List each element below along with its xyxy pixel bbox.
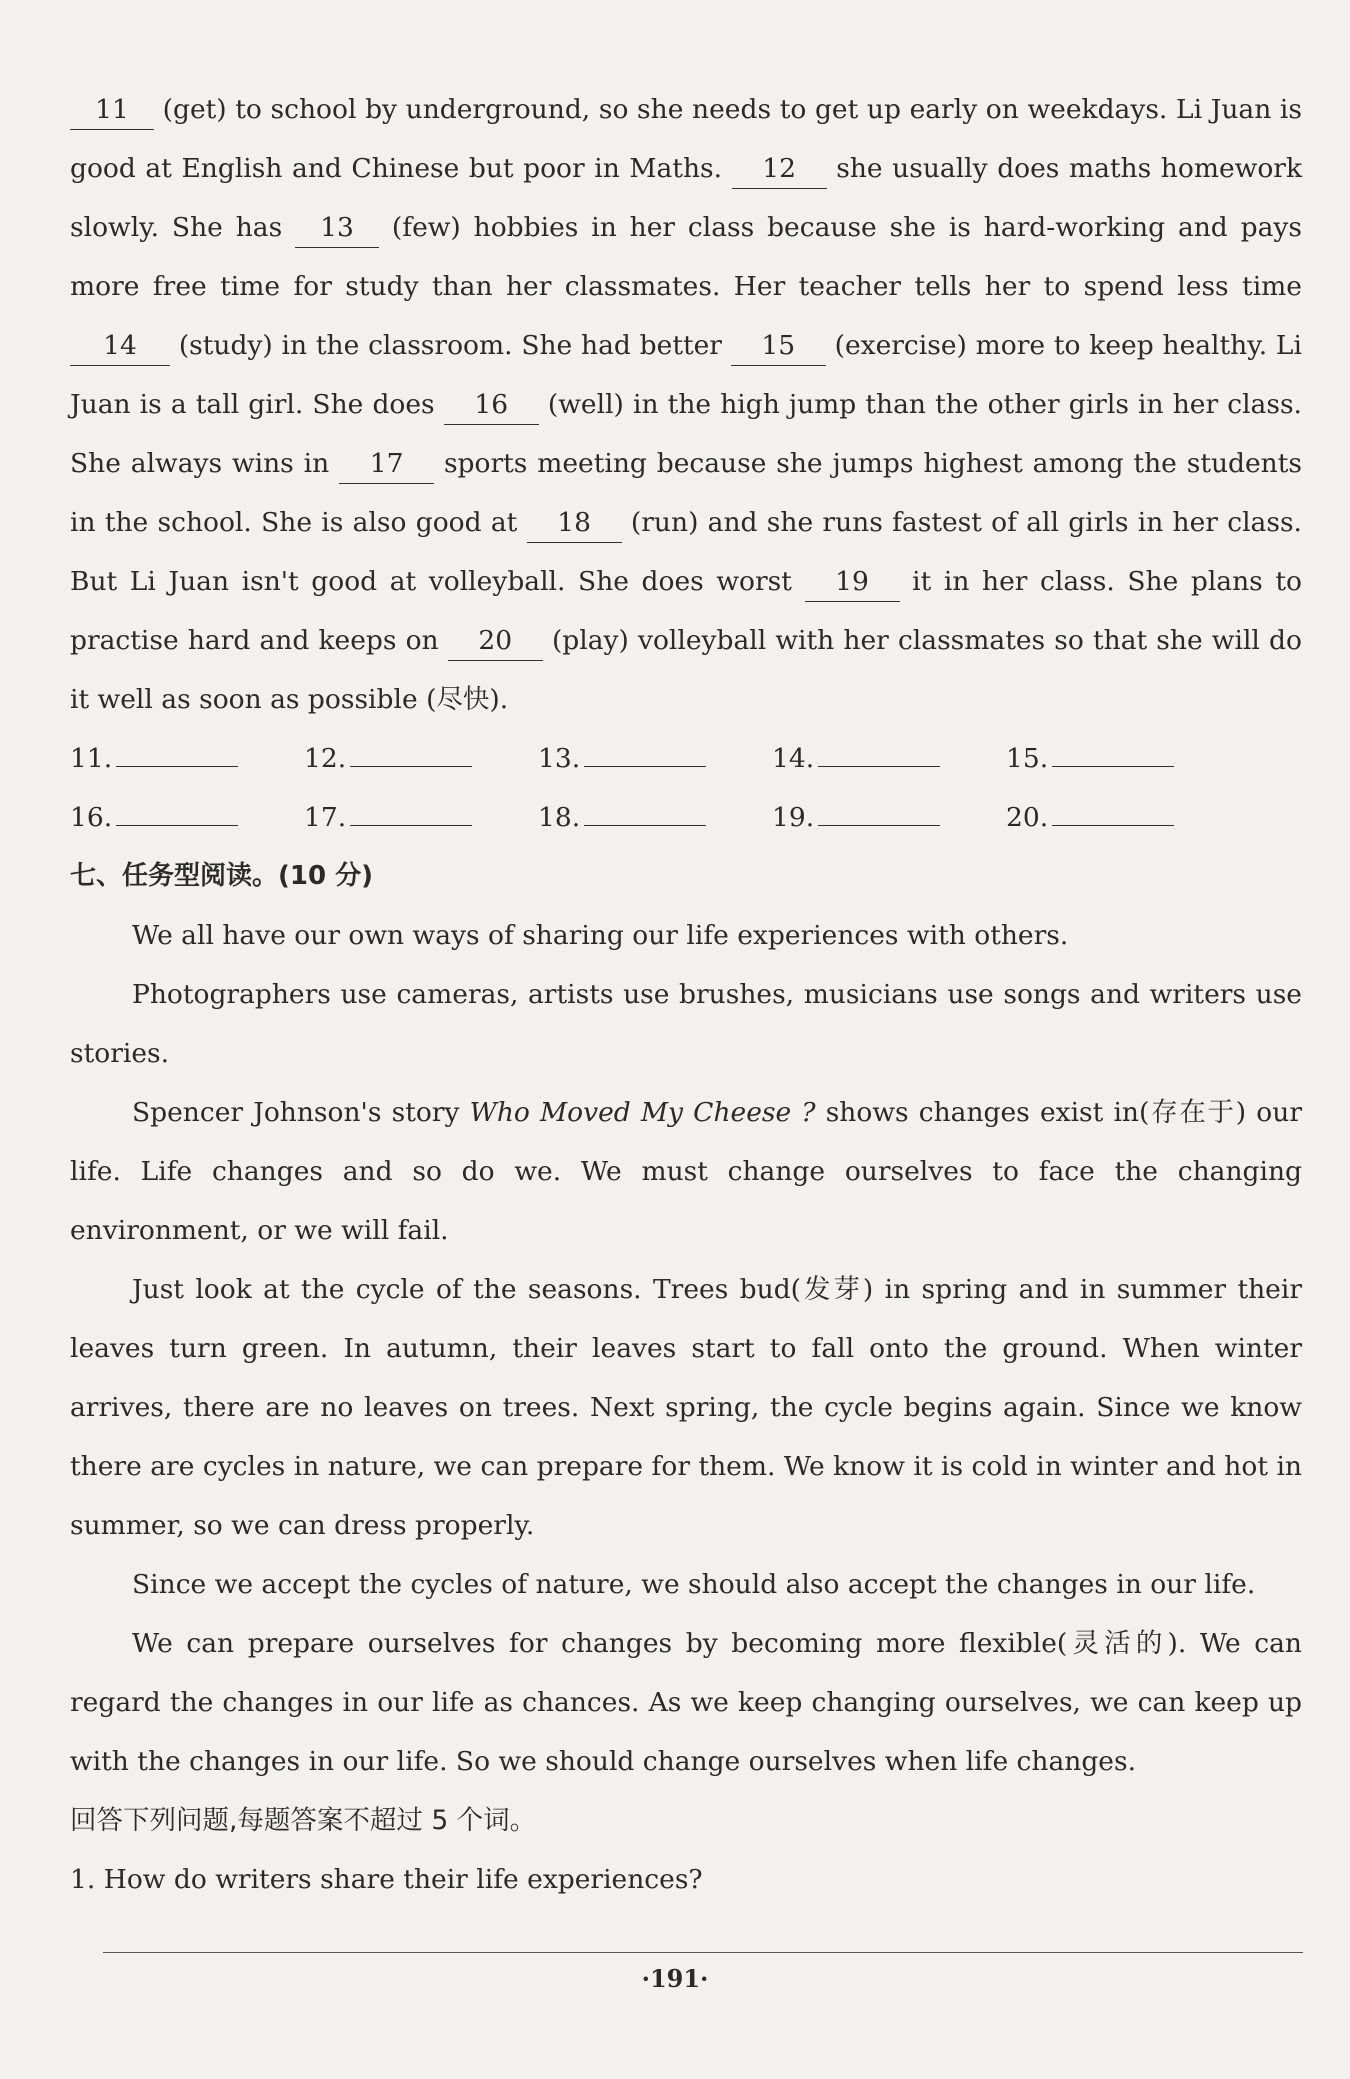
answer-line[interactable] bbox=[116, 732, 238, 767]
content bbox=[70, 80, 1302, 1909]
reading-paragraph: We all have our own ways of sharing our life experiences with others. bbox=[132, 920, 1069, 951]
answer-number: 20. bbox=[1006, 802, 1049, 833]
blank-20[interactable]: 20 bbox=[448, 624, 543, 661]
answer-slot[interactable] bbox=[304, 729, 538, 788]
blank-19[interactable]: 19 bbox=[805, 565, 900, 602]
answer-number: 13. bbox=[538, 743, 581, 774]
reading-paragraph bbox=[70, 1083, 1302, 1260]
answer-slot[interactable] bbox=[538, 729, 772, 788]
answer-line[interactable] bbox=[584, 732, 706, 767]
answer-line[interactable] bbox=[1052, 791, 1174, 826]
answer-number: 18. bbox=[538, 802, 581, 833]
answer-line[interactable] bbox=[818, 791, 940, 826]
answer-number: 16. bbox=[70, 802, 113, 833]
text: (well) in the high jump than the other girls in her class. She always wins in bbox=[70, 389, 1302, 479]
answer-row-2 bbox=[70, 788, 1302, 847]
blank-12[interactable]: 12 bbox=[732, 152, 827, 189]
answer-slot[interactable] bbox=[772, 729, 1006, 788]
text: (study) in the classroom. She had better bbox=[178, 330, 722, 361]
answer-line[interactable] bbox=[818, 732, 940, 767]
text: it in her class. She plans to practise hard and keeps on bbox=[70, 566, 1302, 656]
blank-18[interactable]: 18 bbox=[527, 506, 622, 543]
answer-slot[interactable] bbox=[1006, 729, 1240, 788]
text: (few) hobbies in her class because she is hard-working and pays more free time for study than her classmates. Her teacher tells her to spend less time bbox=[70, 212, 1302, 302]
answer-number: 12. bbox=[304, 743, 347, 774]
blank-17[interactable]: 17 bbox=[339, 447, 434, 484]
blank-13[interactable]: 13 bbox=[295, 211, 379, 248]
text: sports meeting because she jumps highest among the students in the school. She is also good at bbox=[70, 448, 1302, 538]
answer-line[interactable] bbox=[350, 732, 472, 767]
answer-slot[interactable] bbox=[772, 788, 1006, 847]
cloze-passage bbox=[70, 80, 1302, 729]
blank-16[interactable]: 16 bbox=[444, 388, 539, 425]
text: (exercise) more to keep healthy. Li Juan is a tall girl. She does bbox=[70, 330, 1302, 420]
answer-number: 14. bbox=[772, 743, 815, 774]
text: she usually does maths homework slowly. She has bbox=[70, 153, 1303, 243]
blank-14[interactable]: 14 bbox=[70, 329, 170, 366]
answer-slot[interactable] bbox=[538, 788, 772, 847]
answer-line[interactable] bbox=[1052, 732, 1174, 767]
answer-line[interactable] bbox=[350, 791, 472, 826]
reading-paragraph: Just look at the cycle of the seasons. Trees bud(发芽) in spring and in summer their leaves turn green. In autumn, their leaves start to fall onto the ground. When winter arrives, there are no leaves on trees. Next spring, the cycle begins again. Since we know there are cycles in nature, we can prepare for them. We know it is cold in winter and hot in summer, so we can dress properly. bbox=[70, 1274, 1302, 1541]
section-heading: 七、任务型阅读。(10 分) bbox=[70, 861, 373, 891]
answer-number: 15. bbox=[1006, 743, 1049, 774]
answer-number: 11. bbox=[70, 743, 113, 774]
text: shows changes exist in(存在于) our life. Life changes and so do we. We must change ourselves to face the changing environment, or we will fail. bbox=[70, 1097, 1302, 1246]
answer-slot[interactable] bbox=[304, 788, 538, 847]
answer-number: 19. bbox=[772, 802, 815, 833]
text: (get) to school by underground, so she needs to get up early on weekdays. Li Juan is good at English and Chinese but poor in Maths. bbox=[70, 94, 1302, 184]
book-title: Who Moved My Cheese ? bbox=[469, 1097, 816, 1128]
text: Spencer Johnson's story bbox=[132, 1097, 470, 1128]
answer-row-1 bbox=[70, 729, 1302, 788]
reading-paragraph: Photographers use cameras, artists use brushes, musicians use songs and writers use stories. bbox=[70, 979, 1302, 1069]
blank-11[interactable]: 11 bbox=[70, 93, 154, 130]
footer-divider bbox=[103, 1952, 1303, 1953]
reading-paragraph: Since we accept the cycles of nature, we should also accept the changes in our life. bbox=[132, 1569, 1256, 1600]
answer-line[interactable] bbox=[116, 791, 238, 826]
instruction: 回答下列问题,每题答案不超过 5 个词。 bbox=[70, 1805, 537, 1836]
answer-slot[interactable] bbox=[70, 729, 304, 788]
reading-paragraph: We can prepare ourselves for changes by becoming more flexible(灵活的). We can regard the changes in our life as chances. As we keep changing ourselves, we can keep up with the changes in our life. So we should change ourselves when life changes. bbox=[70, 1628, 1302, 1777]
answer-slot[interactable] bbox=[1006, 788, 1240, 847]
page-number: ·191· bbox=[641, 1964, 709, 1993]
blank-15[interactable]: 15 bbox=[731, 329, 826, 366]
answer-line[interactable] bbox=[584, 791, 706, 826]
answer-slot[interactable] bbox=[70, 788, 304, 847]
text: (run) and she runs fastest of all girls in her class. But Li Juan isn't good at volleyball. She does worst bbox=[70, 507, 1302, 597]
question-1: 1. How do writers share their life experiences? bbox=[70, 1864, 703, 1895]
answer-number: 17. bbox=[304, 802, 347, 833]
text: (play) volleyball with her classmates so that she will do it well as soon as possible (尽快). bbox=[70, 625, 1302, 715]
